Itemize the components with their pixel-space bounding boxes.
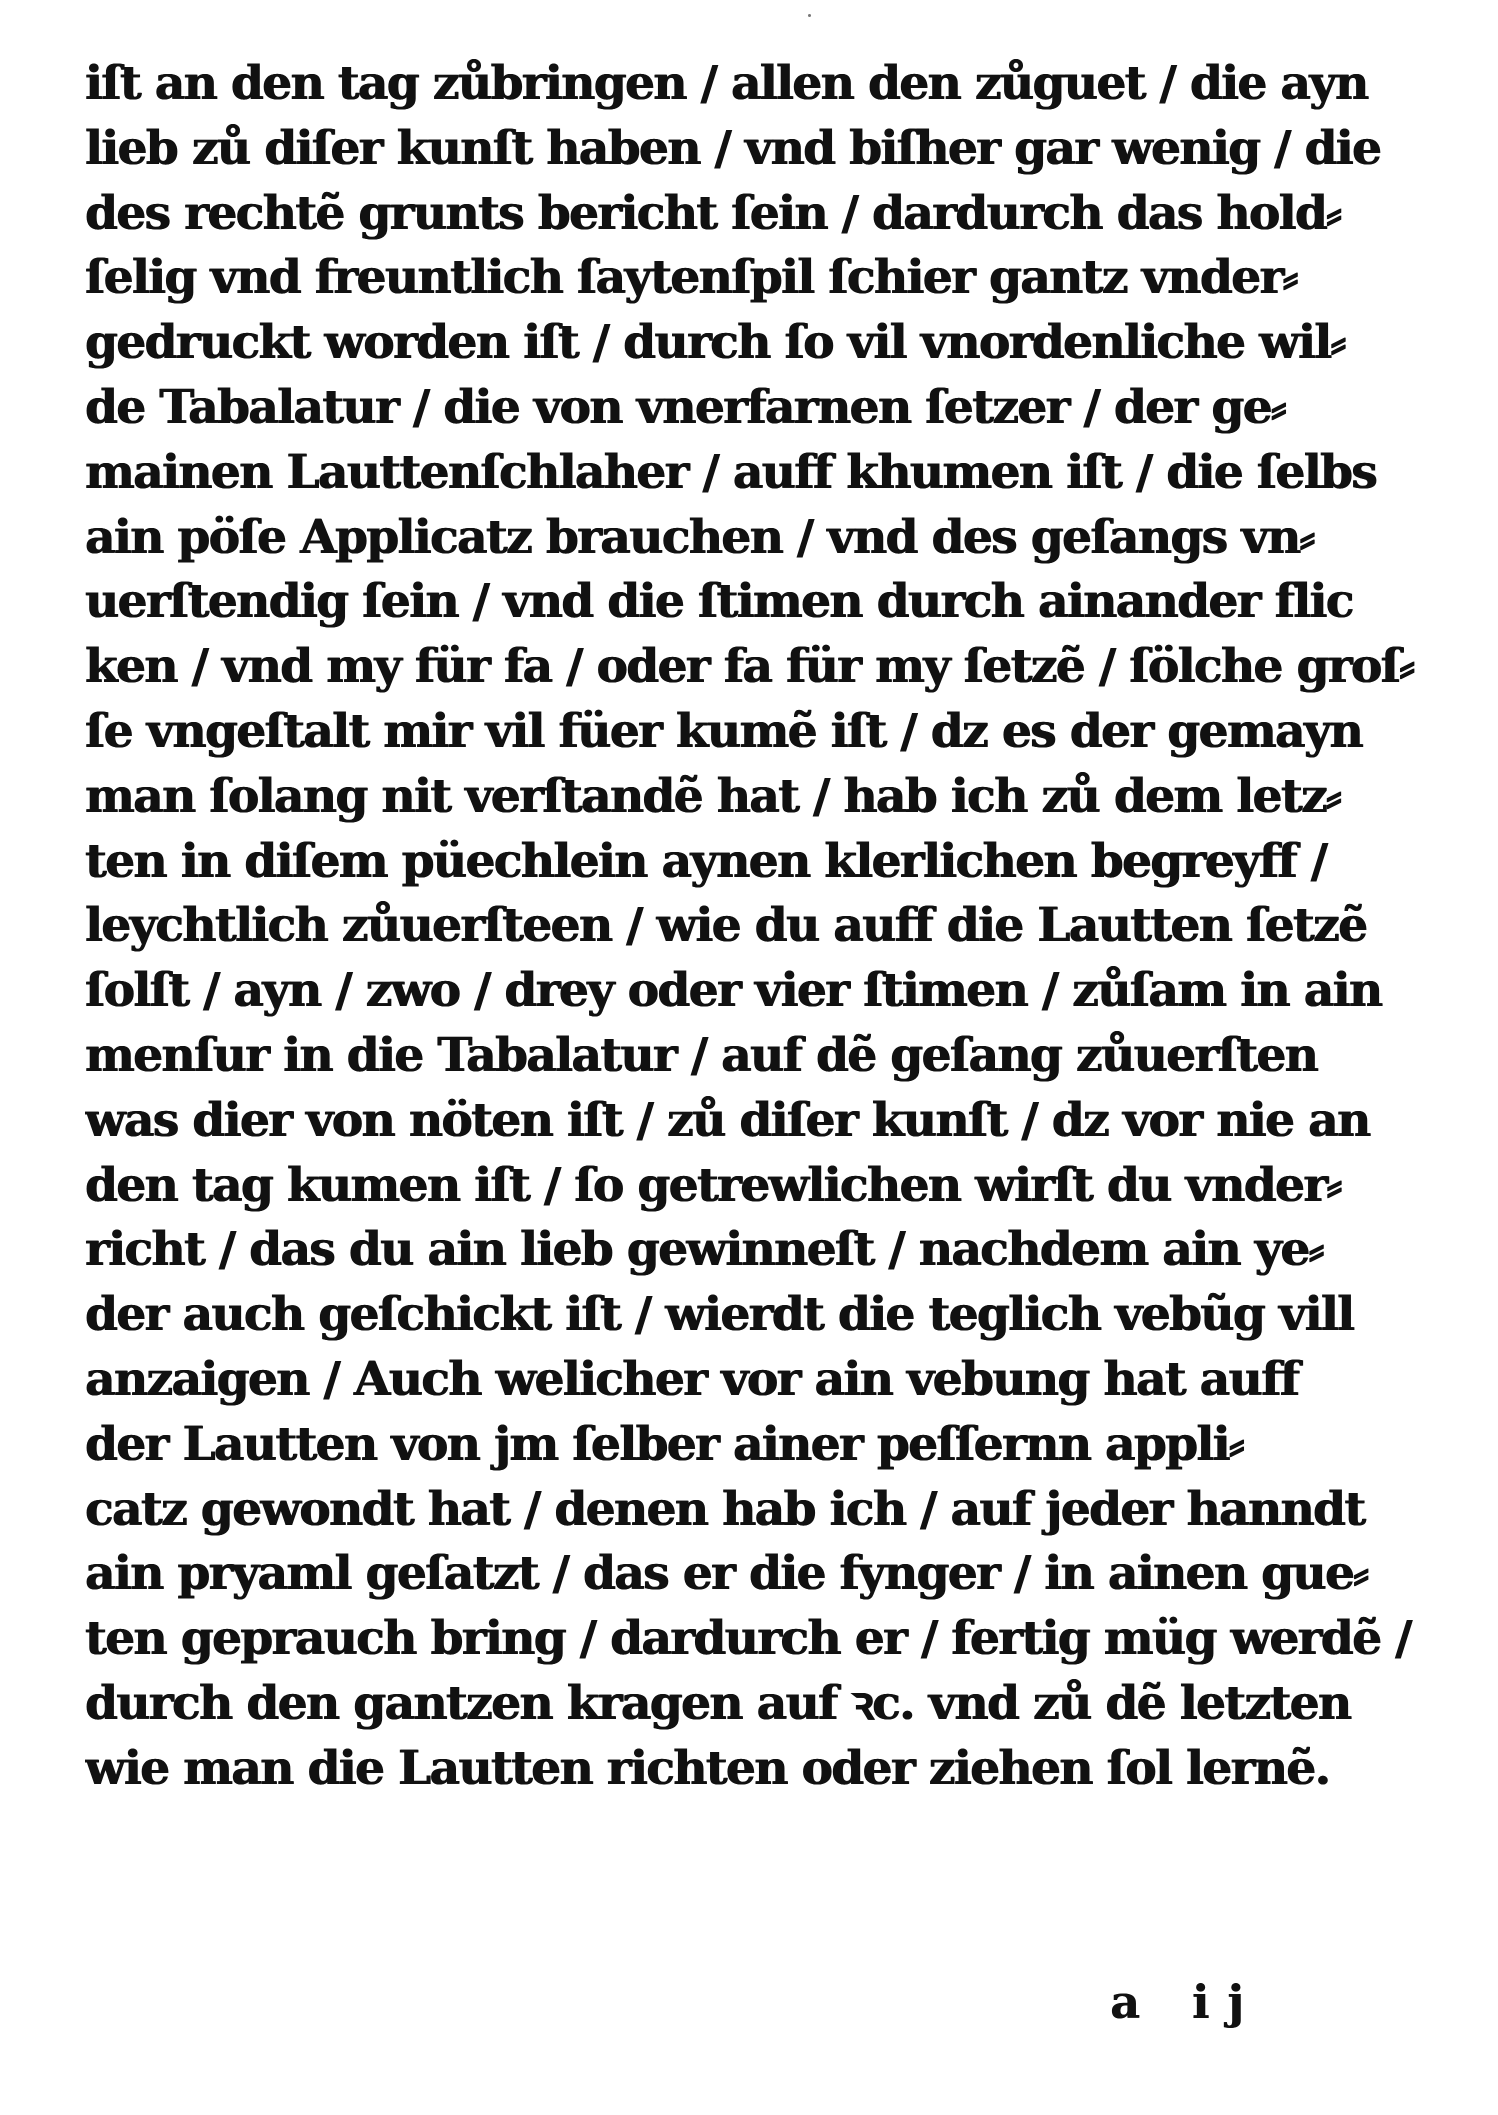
- text-line: ain pryaml geſatzt / das er die fynger / in ainen gue⸗: [85, 1546, 1368, 1602]
- text-line: mainen Lauttenſchlaher / auff khumen iſt / die ſelbs: [85, 444, 1377, 500]
- text-line: ſelig vnd freuntlich ſaytenſpil ſchier gantz vnder⸗: [85, 250, 1297, 306]
- text-line: uerſtendig ſein / vnd die ſtimen durch ainander flic: [85, 574, 1353, 630]
- text-line: der Lautten von jm ſelber ainer peſſernn appli⸗: [85, 1416, 1243, 1472]
- text-line: durch den gantzen kragen auf ꝛc. vnd zů dẽ letzten: [85, 1675, 1351, 1731]
- text-line: de Tabalatur / die von vnerfarnen ſetzer / der ge⸗: [85, 379, 1285, 435]
- text-line: des rechtẽ grunts bericht ſein / dardurch das hold⸗: [85, 185, 1341, 241]
- text-line: ken / vnd my für fa / oder fa für my ſetzẽ / ſölche groſ⸗: [85, 639, 1414, 695]
- text-line: anzaigen / Auch welicher vor ain vebung hat auff: [85, 1351, 1299, 1407]
- text-line: ten geprauch bring / dardurch er / fertig müg werdẽ /: [85, 1611, 1411, 1667]
- text-line: richt / das du ain lieb gewinneſt / nachdem ain ye⸗: [85, 1222, 1323, 1278]
- text-line: den tag kumen iſt / ſo getrewlichen wirſt du vnder⸗: [85, 1157, 1341, 1213]
- text-line: gedruckt worden iſt / durch ſo vil vnordenliche wil⸗: [85, 315, 1345, 371]
- text-line: wie man die Lautten richten oder ziehen ſol lernẽ.: [85, 1740, 1330, 1796]
- text-line: ſolſt / ayn / zwo / drey oder vier ſtimen / zůſam in ain: [85, 963, 1382, 1019]
- text-line: menſur in die Tabalatur / auf dẽ geſang zůuerſten: [85, 1027, 1318, 1083]
- text-line: man ſolang nit verſtandẽ hat / hab ich zů dem letz⸗: [85, 768, 1341, 824]
- text-line: der auch geſchickt iſt / wierdt die teglich vebũg vill: [85, 1287, 1354, 1343]
- text-line: catz gewondt hat / denen hab ich / auf jeder hanndt: [85, 1481, 1365, 1537]
- text-line: ſe vngeſtalt mir vil füer kumẽ iſt / dz es der gemayn: [85, 703, 1363, 759]
- ink-speck: [808, 14, 811, 17]
- text-line: iſt an den tag zůbringen / allen den zůguet / die ayn: [85, 56, 1368, 111]
- text-line: ain pöſe Applicatz brauchen / vnd des geſangs vn⸗: [85, 509, 1314, 565]
- text-line: was dier von nöten iſt / zů diſer kunſt / dz vor nie an: [85, 1092, 1370, 1148]
- body-text: [85, 52, 1425, 1802]
- text-line: leychtlich zůuerſteen / wie du auff die Lautten ſetzẽ: [85, 898, 1367, 954]
- signature-mark: a ij: [1110, 1975, 1262, 2029]
- text-line: ten in diſem püechlein aynen klerlichen begreyff /: [85, 833, 1327, 889]
- text-line: lieb zů diſer kunſt haben / vnd biſher gar wenig / die: [85, 120, 1381, 176]
